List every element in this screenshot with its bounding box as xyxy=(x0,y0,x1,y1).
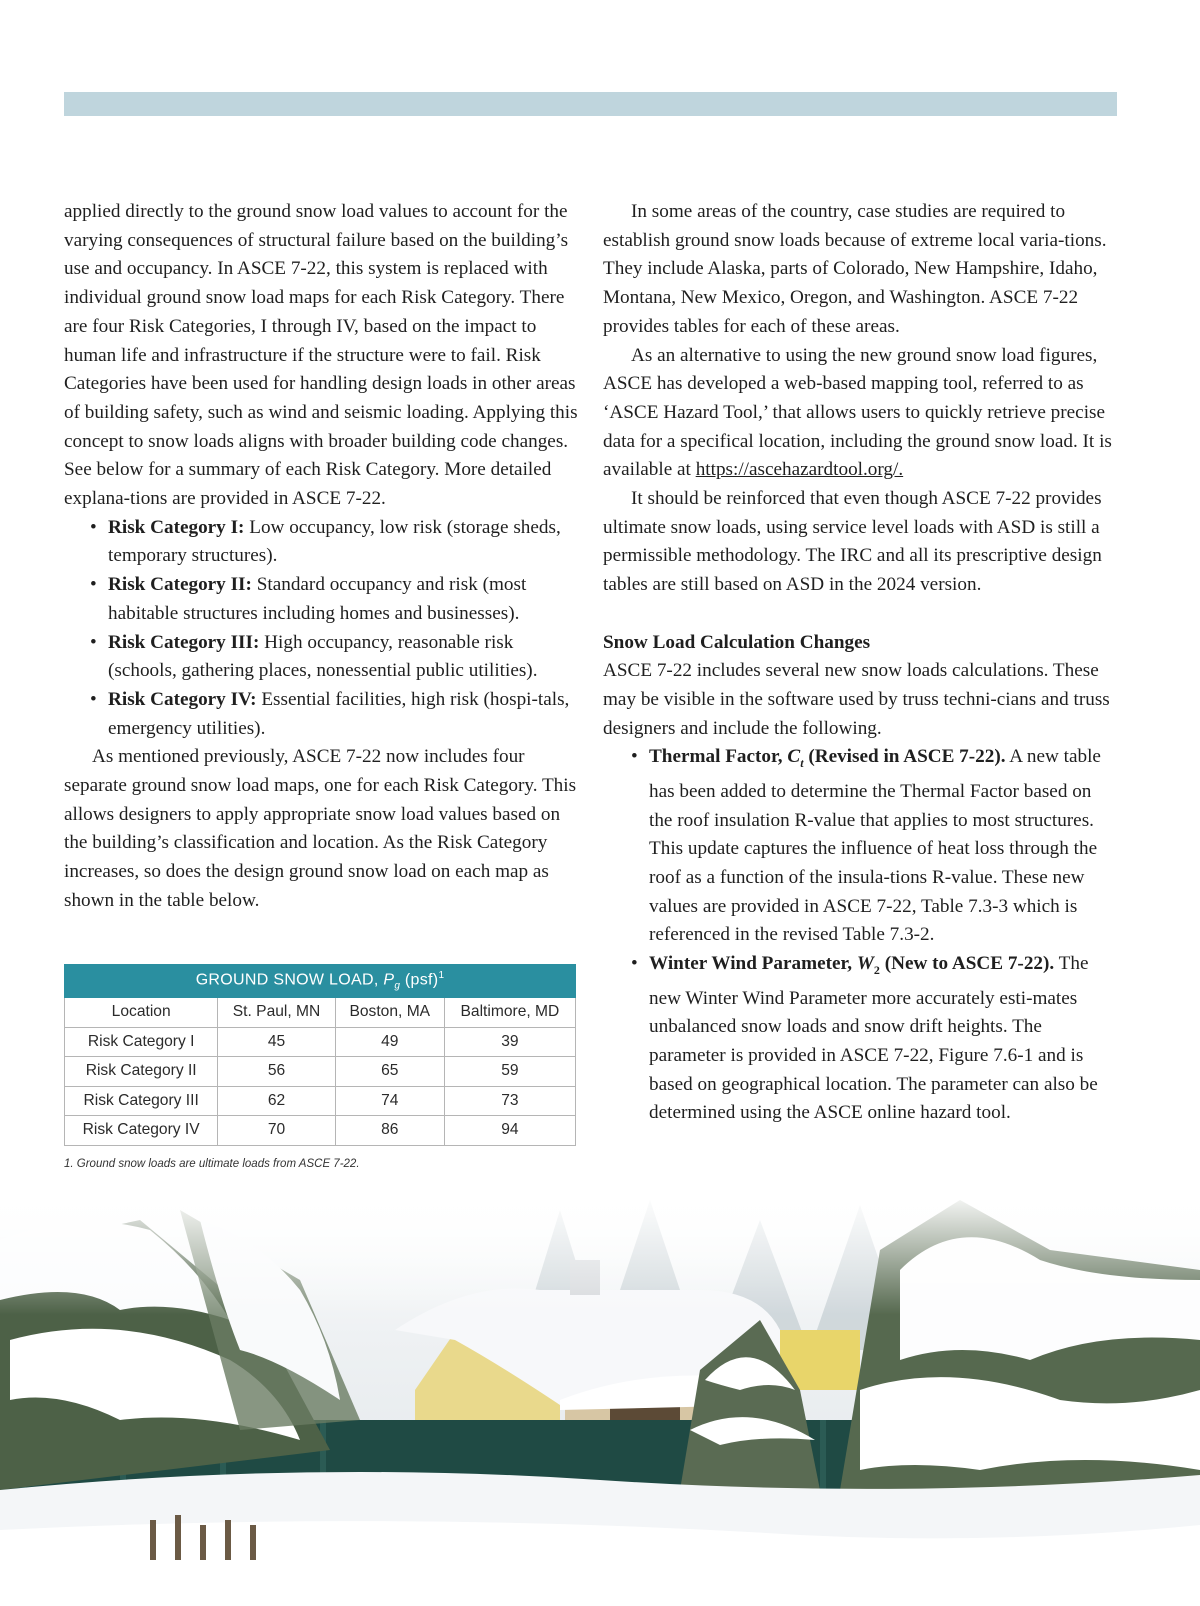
header-band xyxy=(64,92,1117,116)
maps-paragraph: As mentioned previously, ASCE 7-22 now includes four separate ground snow load maps, one for each Risk Category. This allows designers to apply appropriate snow load values based on the building’s classification and location. As the Risk Category increases, so does the design ground snow load on each map as shown in the table below. xyxy=(64,746,577,911)
risk-category-list xyxy=(64,514,584,744)
table-row: Risk Category IV 70 86 94 xyxy=(65,1116,576,1146)
list-item: • Risk Category III: High occupancy, reasonable risk (schools, gathering places, nonessential public utilities). xyxy=(64,629,584,686)
ground-snow-load-table xyxy=(64,964,576,1170)
page-footer xyxy=(64,1568,244,1586)
snowy-house-photo xyxy=(0,1190,1200,1606)
table-header-cell: Baltimore, MD xyxy=(444,998,575,1028)
table-row: Risk Category I 45 49 39 xyxy=(65,1027,576,1057)
right-column xyxy=(603,198,1119,1128)
list-item: • Winter Wind Parameter, $W_2$ (New to ASCE 7-22). The new Winter Wind Parameter more accurately esti-mates unbalanced snow loads and snow drift heights. The parameter is provided in ASCE 7-22, Figure 7.6-1 and is based on geographical location. The parameter can also be determined using the ASCE online hazard tool. xyxy=(603,950,1119,1128)
table-title: GROUND SNOW LOAD, $P_g$ (psf)$^1$ xyxy=(65,965,576,998)
table-row: Risk Category II 56 65 59 xyxy=(65,1057,576,1087)
list-item: • Risk Category I: Low occupancy, low risk (storage sheds, temporary structures). xyxy=(64,514,584,571)
table-footnote: 1. Ground snow loads are ultimate loads from ASCE 7-22. xyxy=(64,1157,360,1170)
case-studies-paragraph: In some areas of the country, case studies are required to establish ground snow loads because of extreme local varia-tions. They include Alaska, parts of Colorado, New Hampshire, Idaho, Montana, New Mexico, Oregon, and Washington. ASCE 7-22 provides tables for each of these areas. xyxy=(603,201,1107,337)
list-item: • Risk Category IV: Essential facilities, high risk (hospi-tals, emergency utilities). xyxy=(64,686,584,743)
section-heading: Snow Load Calculation Changes xyxy=(603,631,871,653)
left-column xyxy=(64,198,584,916)
table-header-cell: Boston, MA xyxy=(335,998,444,1028)
hazard-tool-link[interactable]: https://ascehazardtool.org/. xyxy=(695,459,904,481)
list-item: • Thermal Factor, $C_t$ (Revised in ASCE 7-22). A new table has been added to determine the Thermal Factor based on the roof insulation R-value that applies to most structures. This update captures the influence of heat loss through the roof as a function of the insula-tions R-value. These new values are provided in ASCE 7-22, Table 7.3-3 which is referenced in the revised Table 7.3-2. xyxy=(603,743,1119,950)
hazard-tool-paragraph: As an alternative to using the new ground snow load figures, ASCE has developed a web-based mapping tool, referred to as ‘ASCE Hazard Tool,’ that allows users to quickly retrieve precise data for a specifical location, including the ground snow load. It is available at https://ascehazardtool.org/. xyxy=(603,344,1112,481)
section-intro: ASCE 7-22 includes several new snow loads calculations. These may be visible in the software used by truss techni-cians and truss designers and include the following. xyxy=(603,660,1110,739)
site-url[interactable]: sbcacomponents.com xyxy=(89,1568,244,1584)
list-item: • Risk Category II: Standard occupancy and risk (most habitable structures including homes and businesses). xyxy=(64,571,584,628)
table-header-cell: Location xyxy=(65,998,218,1028)
table-header-cell: St. Paul, MN xyxy=(218,998,335,1028)
intro-paragraph: applied directly to the ground snow load values to account for the varying consequences of structural failure based on the building’s use and occupancy. In ASCE 7-22, this system is replaced with individual ground snow load maps for each Risk Category. There are four Risk Categories, I through IV, based on the impact to human life and infrastructure if the structure were to fail. Risk Categories have been used for handling design loads in other areas of building safety, such as wind and seismic loading. Applying this concept to snow loads aligns with broader building code changes. See below for a summary of each Risk Category. More detailed explana-tions are provided in ASCE 7-22. xyxy=(64,201,578,510)
page-number: 26 xyxy=(64,1568,82,1585)
table-row: Risk Category III 62 74 73 xyxy=(65,1086,576,1116)
asd-paragraph: It should be reinforced that even though ASCE 7-22 provides ultimate snow loads, using service level loads with ASD is still a permissible methodology. The IRC and all its prescriptive design tables are still based on ASD in the 2024 version. xyxy=(603,488,1102,596)
calc-changes-list xyxy=(603,743,1119,1128)
